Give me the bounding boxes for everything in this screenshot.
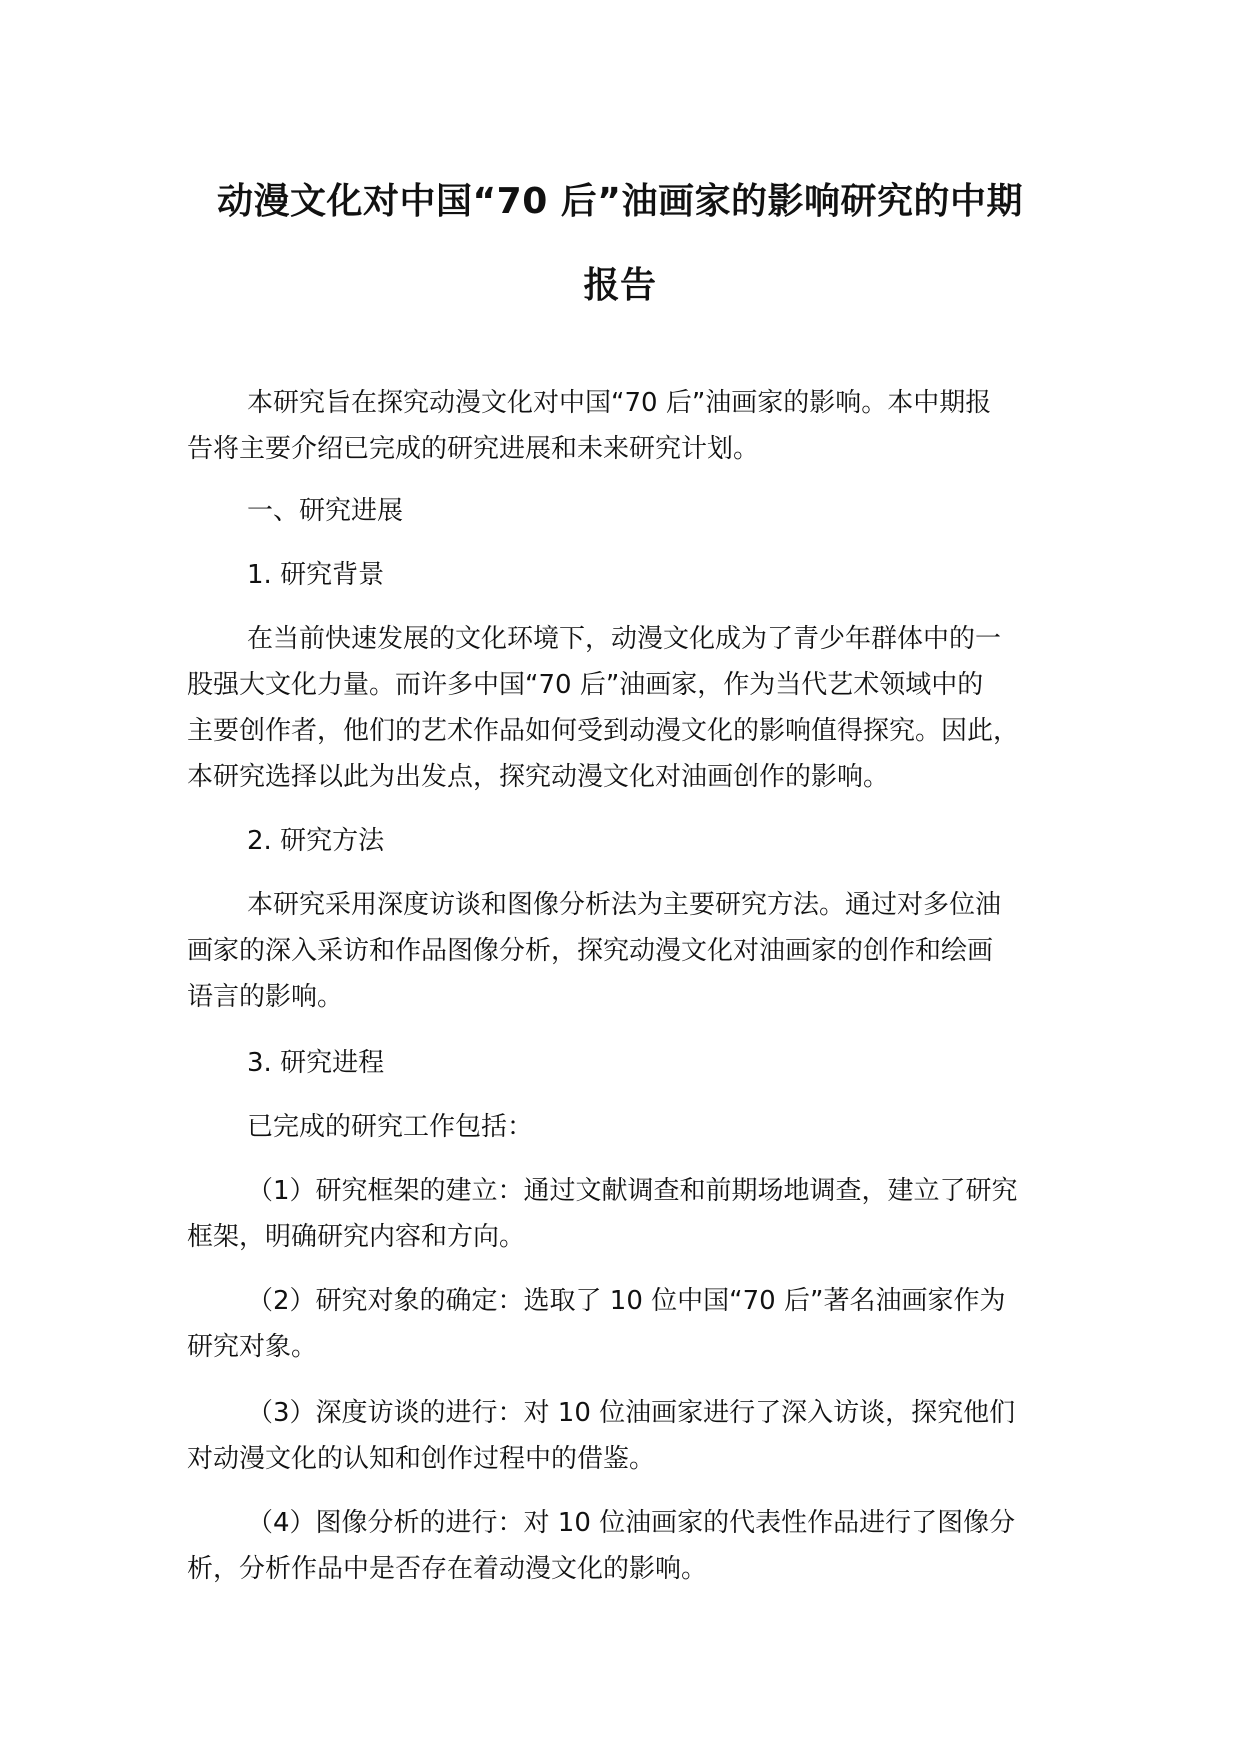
process-item-3-line-2: 对动漫文化的认知和创作过程中的借鉴。 bbox=[187, 1444, 656, 1474]
method-line-1: 本研究采用深度访谈和图像分析法为主要研究方法。通过对多位油 bbox=[247, 890, 1002, 920]
background-line-3: 主要创作者，他们的艺术作品如何受到动漫文化的影响值得探究。因此， bbox=[187, 716, 1020, 746]
process-item-4-line-1: （4）图像分析的进行：对 10 位油画家的代表性作品进行了图像分 bbox=[247, 1508, 1016, 1538]
subheading-background: 1. 研究背景 bbox=[247, 560, 385, 590]
intro-line-2: 告将主要介绍已完成的研究进展和未来研究计划。 bbox=[187, 434, 760, 464]
intro-line-1: 本研究旨在探究动漫文化对中国“70 后”油画家的影响。本中期报 bbox=[247, 388, 992, 418]
process-item-4-line-2: 析，分析作品中是否存在着动漫文化的影响。 bbox=[187, 1554, 708, 1584]
method-line-3: 语言的影响。 bbox=[187, 982, 344, 1012]
process-intro: 已完成的研究工作包括： bbox=[247, 1112, 534, 1142]
process-item-1-line-1: （1）研究框架的建立：通过文献调查和前期场地调查，建立了研究 bbox=[247, 1176, 1018, 1206]
process-item-3-line-1: （3）深度访谈的进行：对 10 位油画家进行了深入访谈，探究他们 bbox=[247, 1398, 1016, 1428]
subheading-method: 2. 研究方法 bbox=[247, 826, 385, 856]
subheading-process: 3. 研究进程 bbox=[247, 1048, 385, 1078]
background-line-2: 股强大文化力量。而许多中国“70 后”油画家，作为当代艺术领域中的 bbox=[187, 670, 984, 700]
document-title-line-1: 动漫文化对中国“70 后”油画家的影响研究的中期 bbox=[217, 181, 1023, 222]
background-line-4: 本研究选择以此为出发点，探究动漫文化对油画创作的影响。 bbox=[187, 762, 890, 792]
section-heading-progress: 一、研究进展 bbox=[247, 496, 404, 526]
process-item-2-line-1: （2）研究对象的确定：选取了 10 位中国“70 后”著名油画家作为 bbox=[247, 1286, 1006, 1316]
method-line-2: 画家的深入采访和作品图像分析，探究动漫文化对油画家的创作和绘画 bbox=[187, 936, 994, 966]
process-item-2-line-2: 研究对象。 bbox=[187, 1332, 318, 1362]
background-line-1: 在当前快速发展的文化环境下，动漫文化成为了青少年群体中的一 bbox=[247, 624, 1002, 654]
document-title-line-2: 报告 bbox=[583, 265, 657, 306]
process-item-1-line-2: 框架，明确研究内容和方向。 bbox=[187, 1222, 526, 1252]
